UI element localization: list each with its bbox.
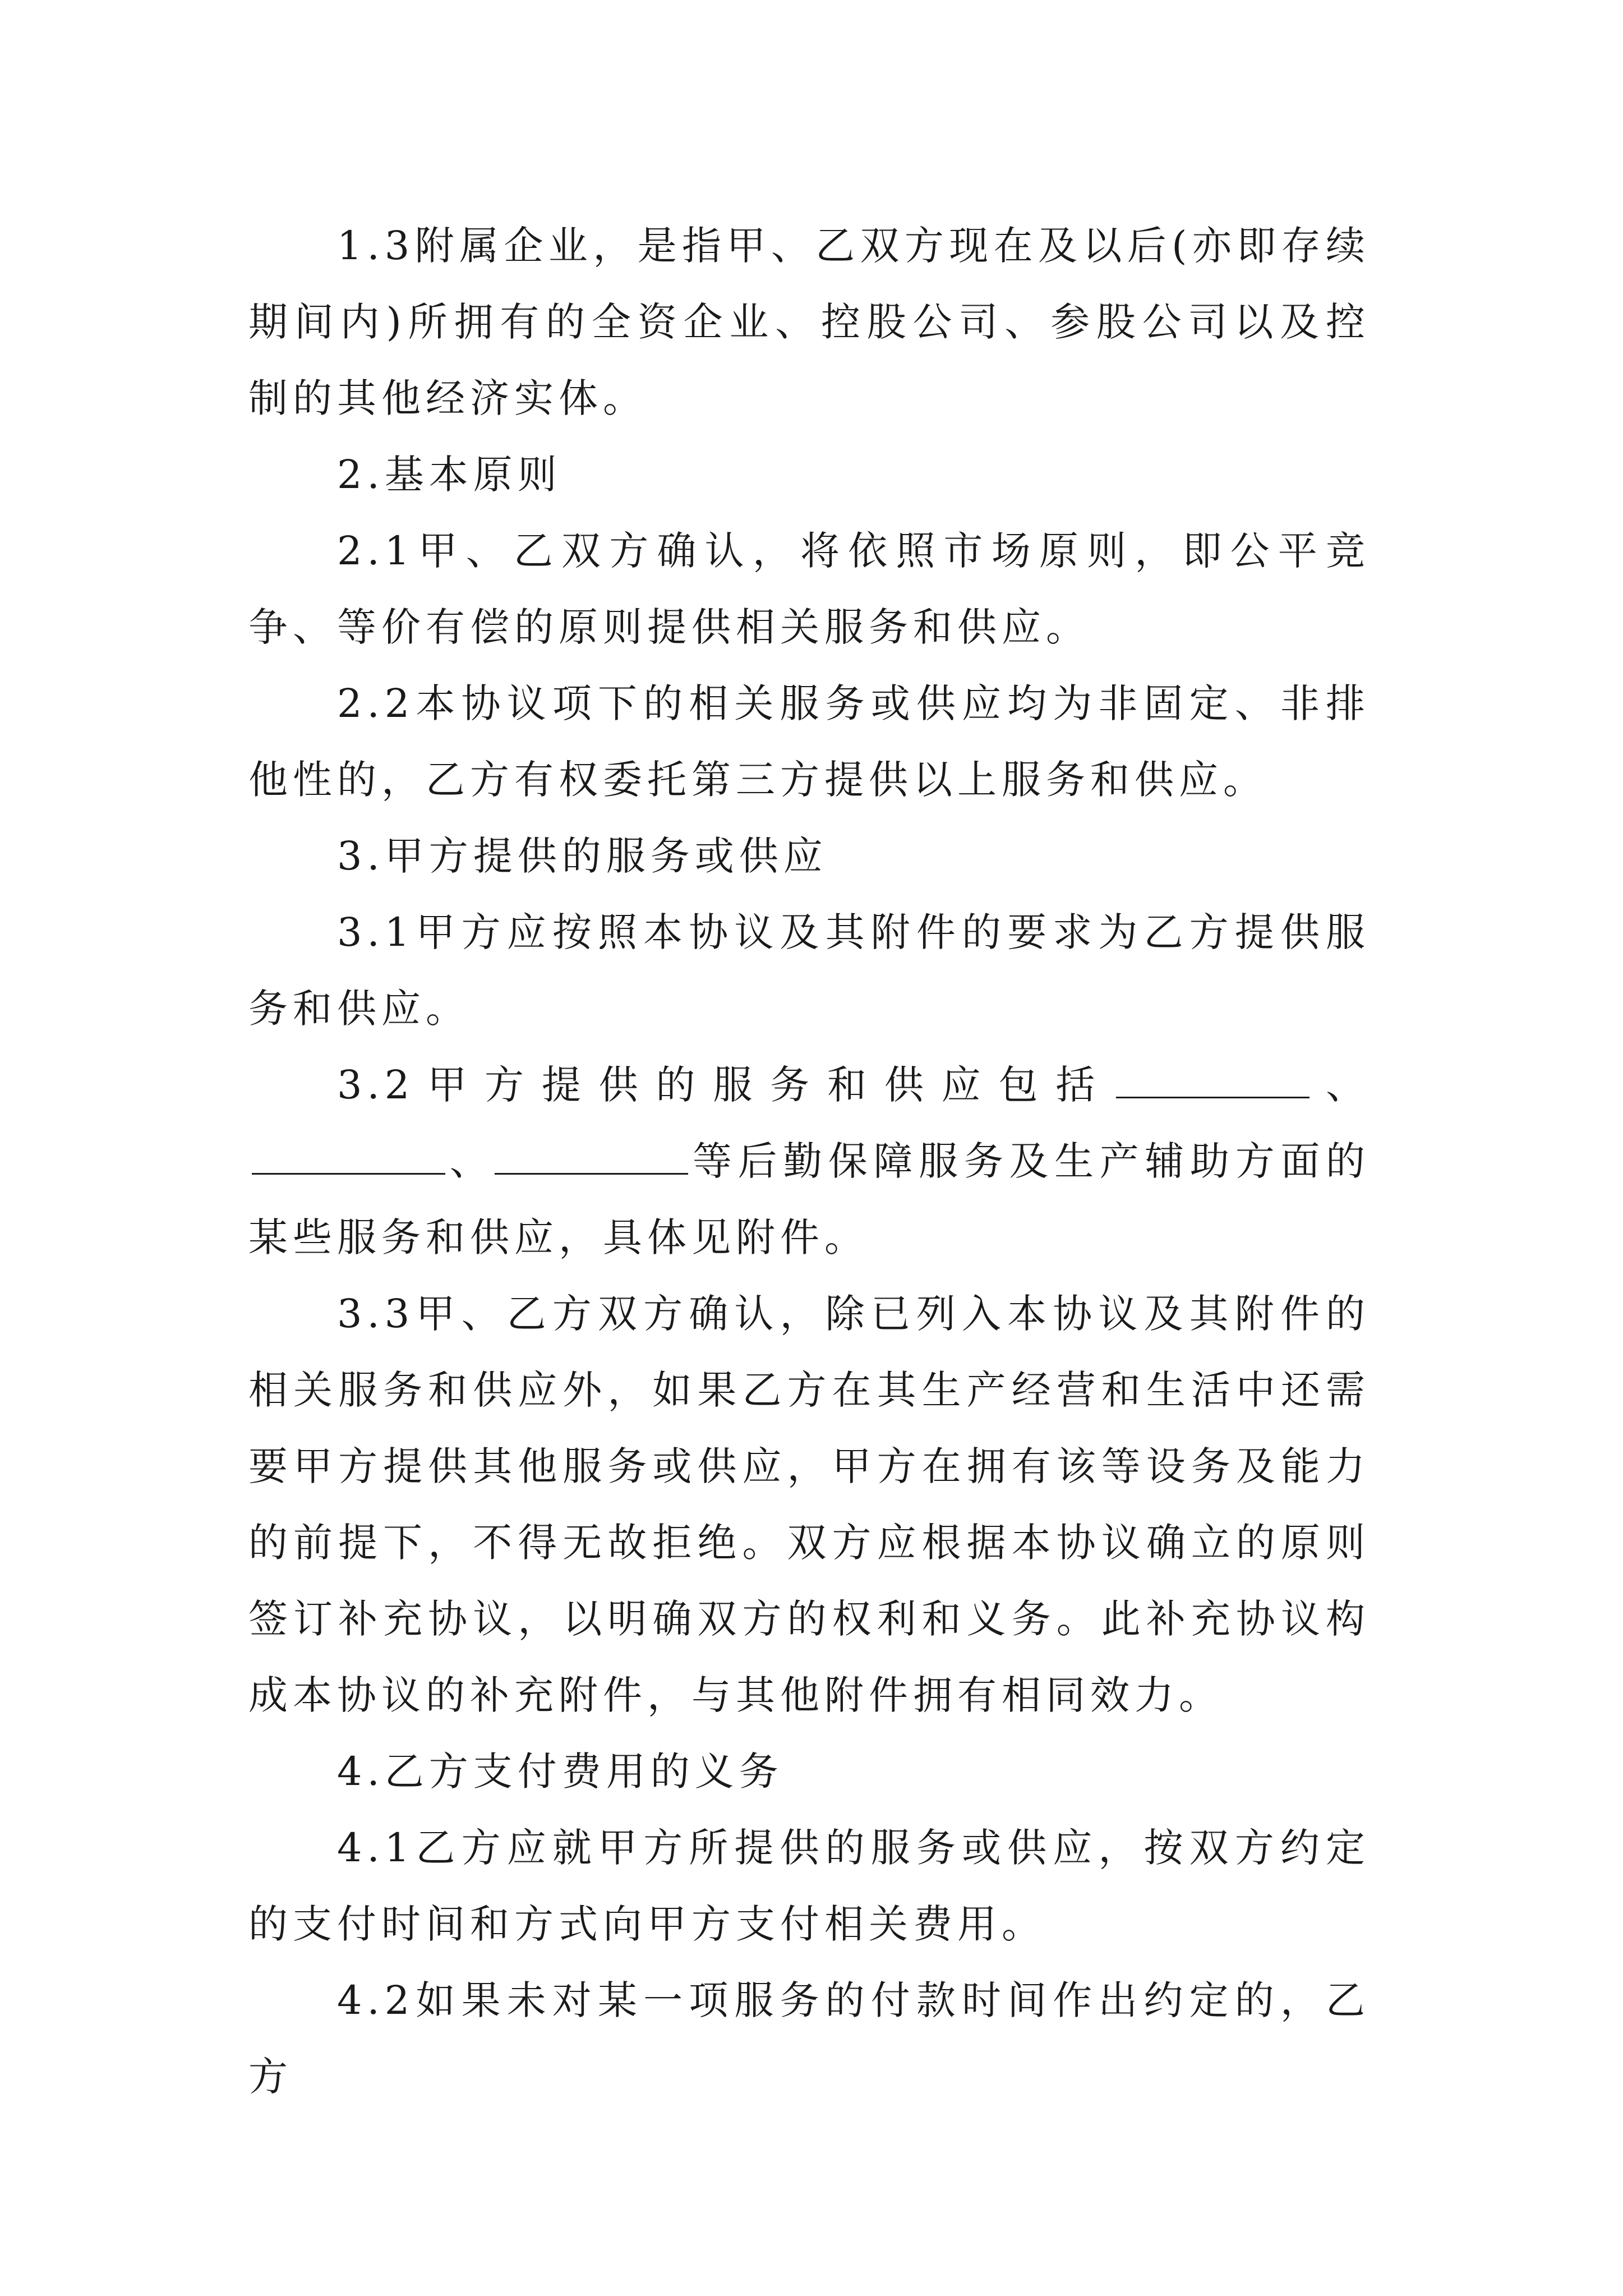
clause-2-1: 2.1甲、乙双方确认，将依照市场原则，即公平竞争、等价有偿的原则提供相关服务和供应。 [248,528,1370,650]
fill-in-blank-2[interactable] [252,1172,445,1175]
heading-party-a-services: 3.甲方提供的服务或供应 [337,833,828,879]
clause-4-1: 4.1乙方应就甲方所提供的服务或供应，按双方约定的支付时间和方式向甲方支付相关费用。 [248,1825,1370,1947]
clause-3-1: 3.1甲方应按照本协议及其附件的要求为乙方提供服务和供应。 [248,909,1370,1032]
document-body [248,208,1370,2115]
clause-1-3: 1.3附属企业，是指甲、乙双方现在及以后(亦即存续期间内)所拥有的全资企业、控股公司、参股公司以及控制的其他经济实体。 [248,223,1370,421]
heading-party-b-payment: 4.乙方支付费用的义务 [337,1749,783,1795]
clause-4-2: 4.2如果未对某一项服务的付款时间作出约定的，乙方 [248,1977,1370,2100]
clause-3-3: 3.3甲、乙方双方确认，除已列入本协议及其附件的相关服务和供应外，如果乙方在其生产经营和生活中还需要甲方提供其他服务或供应，甲方在拥有该等设务及能力的前提下，不得无故拒绝。双方应根据本协议确立的原则签订补充协议，以明确双方的权利和义务。此补充协议构成本协议的补充附件，与其他附件拥有相同效力。 [248,1291,1370,1718]
clause-3-2-separator-2: 、 [449,1138,495,1184]
clause-2-2: 2.2本协议项下的相关服务或供应均为非固定、非排他性的，乙方有权委托第三方提供以上服务和供应。 [248,680,1370,803]
heading-basic-principles: 2.基本原则 [337,452,562,498]
clause-3-2-text-before: 3.2甲方提供的服务和供应包括 [337,1062,1113,1108]
clause-3-2 [248,1047,1370,1276]
fill-in-blank-3[interactable] [495,1172,688,1175]
clause-3-2-separator-1: 、 [1313,1062,1371,1108]
fill-in-blank-1[interactable] [1116,1096,1310,1098]
clause-3-2-text-after: 等后勤保障服务及生产辅助方面的某些服务和供应，具体见附件。 [248,1138,1371,1260]
